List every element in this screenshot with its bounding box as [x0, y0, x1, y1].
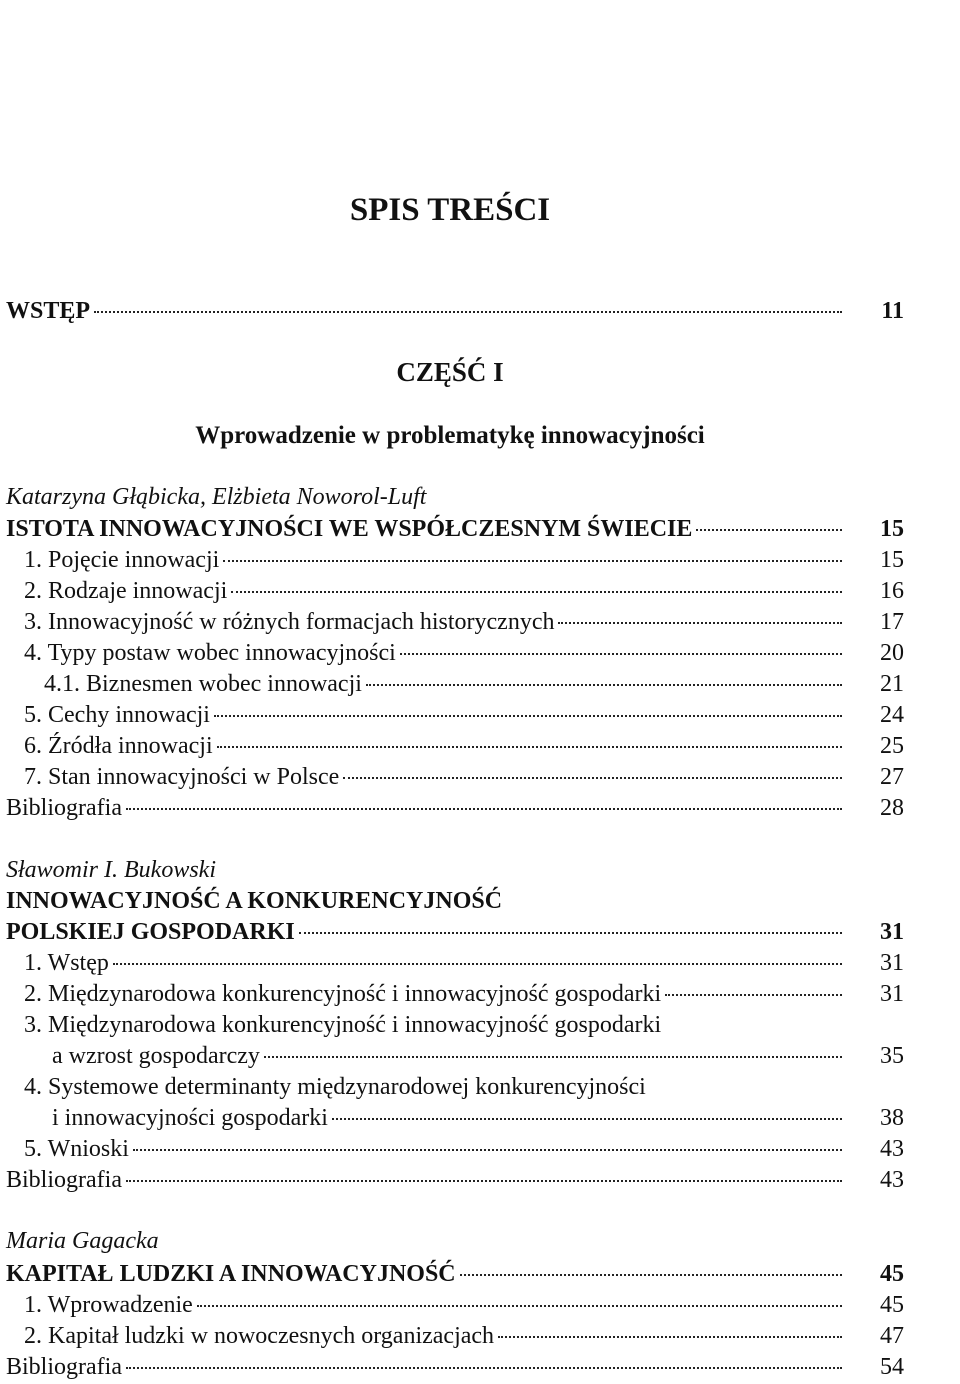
page-title: SPIS TREŚCI	[349, 192, 551, 228]
dot-leader	[126, 1367, 842, 1369]
toc-entry[interactable]	[6, 1134, 904, 1164]
dot-leader	[133, 1149, 842, 1151]
dot-leader	[366, 684, 842, 686]
dot-leader	[665, 994, 842, 996]
toc-page-number: 43	[880, 1167, 904, 1193]
dot-leader	[217, 746, 842, 748]
toc-entry-label: i innowacyjności gospodarki	[52, 1105, 328, 1131]
toc-entry-label: 1. Wprowadzenie	[24, 1292, 193, 1318]
toc-entry-intro[interactable]	[6, 296, 904, 326]
dot-leader	[299, 932, 842, 934]
toc-entry-label: ISTOTA INNOWACYJNOŚCI WE WSPÓŁCZESNYM ŚWIECIE	[6, 516, 693, 542]
toc-page-number: 27	[880, 764, 904, 790]
toc-entry[interactable]	[6, 731, 904, 761]
dot-leader	[264, 1056, 842, 1058]
toc-entry-bibliography[interactable]	[6, 1165, 904, 1195]
dot-leader	[94, 311, 842, 313]
toc-entry-label: 2. Międzynarodowa konkurencyjność i innowacyjność gospodarki	[24, 981, 662, 1007]
part-subtitle: Wprowadzenie w problematykę innowacyjności	[195, 422, 705, 449]
toc-page-number: 31	[880, 950, 904, 976]
toc-entry-label: 2. Kapitał ludzki w nowoczesnych organizacjach	[24, 1323, 495, 1349]
toc-entry-label: 7. Stan innowacyjności w Polsce	[24, 764, 340, 790]
dot-leader	[343, 777, 842, 779]
toc-entry-label: 4. Typy postaw wobec innowacyjności	[24, 640, 396, 666]
toc-page-number: 54	[880, 1354, 904, 1380]
dot-leader	[400, 653, 842, 655]
dot-leader	[460, 1274, 842, 1276]
toc-entry[interactable]	[6, 979, 904, 1009]
toc-page-number: 45	[880, 1261, 904, 1287]
toc-entry[interactable]	[6, 1321, 904, 1351]
toc-entry[interactable]	[6, 607, 904, 637]
toc-entry[interactable]	[6, 1041, 904, 1071]
toc-entry-bibliography[interactable]	[6, 793, 904, 823]
toc-entry-label: 5. Wnioski	[24, 1136, 129, 1162]
toc-page-number: 16	[880, 578, 904, 604]
dot-leader	[696, 529, 842, 531]
toc-page-number: 15	[880, 547, 904, 573]
chapter1-author: Katarzyna Głąbicka, Elżbieta Noworol-Luft	[6, 484, 427, 510]
toc-entry[interactable]	[6, 948, 904, 978]
dot-leader	[214, 715, 842, 717]
chapter3-heading[interactable]	[6, 1259, 904, 1289]
toc-page-number: 25	[880, 733, 904, 759]
dot-leader	[332, 1118, 842, 1120]
toc-entry-label: 1. Pojęcie innowacji	[24, 547, 220, 573]
chapter1-heading[interactable]	[6, 514, 904, 544]
toc-page-number: 45	[880, 1292, 904, 1318]
chapter2-heading-line1[interactable]: INNOWACYJNOŚĆ A KONKURENCYJNOŚĆ	[6, 888, 503, 914]
dot-leader	[197, 1305, 842, 1307]
toc-entry[interactable]	[6, 1103, 904, 1133]
toc-page-number: 47	[880, 1323, 904, 1349]
toc-entry-label: 4.1. Biznesmen wobec innowacji	[44, 671, 362, 697]
toc-entry-label: 2. Rodzaje innowacji	[24, 578, 228, 604]
chapter2-heading[interactable]	[6, 917, 904, 947]
toc-entry-bibliography[interactable]	[6, 1352, 904, 1382]
toc-page-number: 20	[880, 640, 904, 666]
toc-page-number: 31	[880, 919, 904, 945]
toc-page-number: 15	[880, 516, 904, 542]
part-heading: CZĘŚĆ I	[396, 357, 504, 387]
toc-entry-label: 6. Źródła innowacji	[24, 733, 213, 759]
toc-entry-label: KAPITAŁ LUDZKI A INNOWACYJNOŚĆ	[6, 1261, 456, 1287]
toc-entry[interactable]	[6, 669, 904, 699]
dot-leader	[126, 808, 842, 810]
toc-entry[interactable]	[6, 700, 904, 730]
dot-leader	[126, 1180, 842, 1182]
toc-entry-label: 5. Cechy innowacji	[24, 702, 210, 728]
toc-page-number: 21	[880, 671, 904, 697]
toc-entry[interactable]	[6, 576, 904, 606]
chapter3-author: Maria Gagacka	[6, 1228, 159, 1254]
toc-page-number: 24	[880, 702, 904, 728]
toc-entry-label: Bibliografia	[6, 1354, 122, 1380]
dot-leader	[113, 963, 842, 965]
chapter2-author: Sławomir I. Bukowski	[6, 857, 216, 883]
toc-entry-label: 1. Wstęp	[24, 950, 109, 976]
toc-entry[interactable]	[6, 638, 904, 668]
dot-leader	[231, 591, 842, 593]
toc-entry-label: a wzrost gospodarczy	[52, 1043, 260, 1069]
toc-entry-label: WSTĘP	[6, 298, 91, 324]
toc-entry-line1[interactable]: 4. Systemowe determinanty międzynarodowej konkurencyjności	[24, 1074, 646, 1100]
dot-leader	[558, 622, 842, 624]
toc-entry-label: Bibliografia	[6, 795, 122, 821]
toc-page-number: 38	[880, 1105, 904, 1131]
dot-leader	[498, 1336, 842, 1338]
dot-leader	[223, 560, 842, 562]
toc-entry-line1[interactable]: 3. Międzynarodowa konkurencyjność i innowacyjność gospodarki	[24, 1012, 662, 1038]
toc-page-number: 35	[880, 1043, 904, 1069]
toc-page-number: 28	[880, 795, 904, 821]
toc-entry[interactable]	[6, 545, 904, 575]
toc-page-number: 17	[880, 609, 904, 635]
toc-page-number: 31	[880, 981, 904, 1007]
toc-page-number: 11	[881, 298, 904, 324]
toc-entry-label: 3. Innowacyjność w różnych formacjach historycznych	[24, 609, 555, 635]
toc-page-number: 43	[880, 1136, 904, 1162]
toc-entry-label: POLSKIEJ GOSPODARKI	[6, 919, 295, 945]
toc-entry[interactable]	[6, 1290, 904, 1320]
toc-entry-label: Bibliografia	[6, 1167, 122, 1193]
toc-entry[interactable]	[6, 762, 904, 792]
